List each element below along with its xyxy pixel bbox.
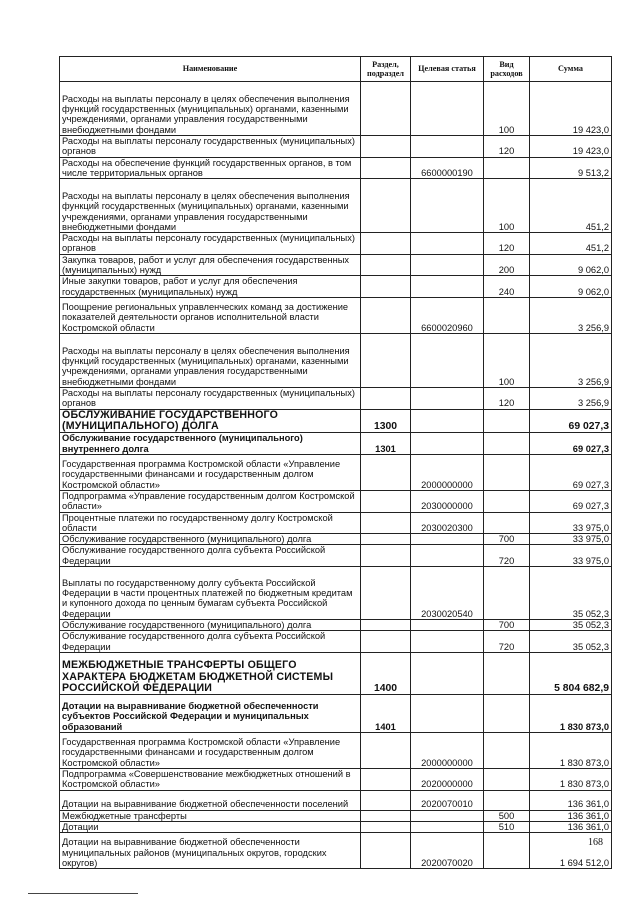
- row-section: [361, 833, 411, 869]
- row-name: Обслуживание государственного долга субъекта Российской Федерации: [60, 631, 361, 653]
- table-row: [60, 821, 612, 832]
- row-name: Обслуживание государственного (муниципального) внутреннего долга: [60, 432, 361, 454]
- table-row: [60, 157, 612, 179]
- row-expense-type: 720: [484, 631, 530, 653]
- row-target-code: [411, 432, 484, 454]
- row-expense-type: 120: [484, 233, 530, 255]
- budget-table: [59, 56, 612, 869]
- row-sum: 33 975,0: [530, 545, 612, 567]
- row-target-code: 2030020540: [411, 567, 484, 620]
- table-row: [60, 694, 612, 732]
- row-name: Обслуживание государственного (муниципального) долга: [60, 534, 361, 545]
- row-expense-type: [484, 652, 530, 694]
- row-expense-type: 700: [484, 534, 530, 545]
- table-row: [60, 409, 612, 432]
- table-body: [60, 82, 612, 869]
- table-row: [60, 512, 612, 534]
- row-sum: 1 694 512,0: [530, 833, 612, 869]
- row-sum: 136 361,0: [530, 790, 612, 810]
- row-name: Выплаты по государственному долгу субъекта Российской Федерации в части процентных платежей по бюджетным кредитам и купонного дохода по ценным бумагам субъекта Российской Федерации: [60, 567, 361, 620]
- row-section: [361, 157, 411, 179]
- row-expense-type: 200: [484, 254, 530, 276]
- row-expense-type: 120: [484, 387, 530, 409]
- row-section: [361, 534, 411, 545]
- table-row: [60, 233, 612, 255]
- row-section: [361, 254, 411, 276]
- row-sum: 1 830 873,0: [530, 768, 612, 790]
- row-expense-type: 100: [484, 82, 530, 136]
- row-name: Поощрение региональных управленческих команд за достижение показателей деятельности органов исполнительной власти Костромской области: [60, 297, 361, 333]
- row-target-code: 2000000000: [411, 732, 484, 768]
- row-name: Подпрограмма «Совершенствование межбюджетных отношений в Костромской области»: [60, 768, 361, 790]
- row-sum: 69 027,3: [530, 409, 612, 432]
- row-section: [361, 631, 411, 653]
- row-section: [361, 297, 411, 333]
- table-row: [60, 810, 612, 821]
- row-section: [361, 136, 411, 158]
- table-row: [60, 620, 612, 631]
- row-expense-type: [484, 768, 530, 790]
- row-name: Обслуживание государственного долга субъекта Российской Федерации: [60, 545, 361, 567]
- row-section: [361, 179, 411, 233]
- row-name: Межбюджетные трансферты: [60, 810, 361, 821]
- row-sum: 451,2: [530, 179, 612, 233]
- row-name: Иные закупки товаров, работ и услуг для обеспечения государственных (муниципальных) нужд: [60, 276, 361, 298]
- row-sum: 3 256,9: [530, 297, 612, 333]
- row-sum: 9 062,0: [530, 254, 612, 276]
- table-row: [60, 631, 612, 653]
- row-target-code: [411, 333, 484, 387]
- row-target-code: [411, 631, 484, 653]
- row-section: [361, 512, 411, 534]
- row-section: [361, 545, 411, 567]
- row-sum: 3 256,9: [530, 387, 612, 409]
- row-expense-type: [484, 567, 530, 620]
- row-target-code: [411, 810, 484, 821]
- row-name: Расходы на обеспечение функций государственных органов, в том числе территориальных органов: [60, 157, 361, 179]
- table-row: [60, 768, 612, 790]
- row-section: [361, 620, 411, 631]
- row-sum: 35 052,3: [530, 620, 612, 631]
- row-name: Закупка товаров, работ и услуг для обеспечения государственных (муниципальных) нужд: [60, 254, 361, 276]
- header-sum: Сумма: [530, 57, 612, 82]
- row-name: ОБСЛУЖИВАНИЕ ГОСУДАРСТВЕННОГО (МУНИЦИПАЛЬНОГО) ДОЛГА: [60, 409, 361, 432]
- row-name: МЕЖБЮДЖЕТНЫЕ ТРАНСФЕРТЫ ОБЩЕГО ХАРАКТЕРА БЮДЖЕТАМ БЮДЖЕТНОЙ СИСТЕМЫ РОССИЙСКОЙ ФЕДЕРАЦИИ: [60, 652, 361, 694]
- row-section: 1300: [361, 409, 411, 432]
- row-section: 1301: [361, 432, 411, 454]
- row-sum: 33 975,0: [530, 534, 612, 545]
- row-section: [361, 233, 411, 255]
- row-expense-type: 500: [484, 810, 530, 821]
- row-name: Обслуживание государственного (муниципального) долга: [60, 620, 361, 631]
- table-header-row: [60, 57, 612, 82]
- row-name: Дотации на выравнивание бюджетной обеспеченности поселений: [60, 790, 361, 810]
- row-expense-type: 510: [484, 821, 530, 832]
- row-name: Дотации на выравнивание бюджетной обеспеченности субъектов Российской Федерации и муниципальных образований: [60, 694, 361, 732]
- table-row: [60, 534, 612, 545]
- table-row: [60, 432, 612, 454]
- row-name: Дотации на выравнивание бюджетной обеспеченности муниципальных районов (муниципальных округов, городских округов): [60, 833, 361, 869]
- row-sum: 19 423,0: [530, 82, 612, 136]
- row-target-code: [411, 136, 484, 158]
- row-expense-type: 100: [484, 333, 530, 387]
- header-target: Целевая статья: [411, 57, 484, 82]
- row-sum: 136 361,0: [530, 810, 612, 821]
- row-sum: 35 052,3: [530, 567, 612, 620]
- row-expense-type: 120: [484, 136, 530, 158]
- row-sum: 69 027,3: [530, 432, 612, 454]
- row-expense-type: [484, 454, 530, 490]
- row-target-code: [411, 254, 484, 276]
- row-name: Дотации: [60, 821, 361, 832]
- row-sum: 35 052,3: [530, 631, 612, 653]
- row-sum: 9 513,2: [530, 157, 612, 179]
- row-target-code: [411, 82, 484, 136]
- row-name: Расходы на выплаты персоналу государственных (муниципальных) органов: [60, 136, 361, 158]
- table-row: [60, 333, 612, 387]
- row-sum: 69 027,3: [530, 454, 612, 490]
- row-target-code: [411, 233, 484, 255]
- row-sum: 19 423,0: [530, 136, 612, 158]
- table-row: [60, 833, 612, 869]
- row-name: Процентные платежи по государственному долгу Костромской области: [60, 512, 361, 534]
- row-sum: 3 256,9: [530, 333, 612, 387]
- table-row: [60, 454, 612, 490]
- row-name: Государственная программа Костромской области «Управление государственными финансами и государственным долгом Костромской области»: [60, 454, 361, 490]
- table-row: [60, 297, 612, 333]
- row-target-code: [411, 694, 484, 732]
- row-sum: 69 027,3: [530, 490, 612, 512]
- row-expense-type: [484, 694, 530, 732]
- table-row: [60, 276, 612, 298]
- row-target-code: 2020000000: [411, 768, 484, 790]
- row-expense-type: [484, 833, 530, 869]
- row-target-code: [411, 821, 484, 832]
- table-row: [60, 652, 612, 694]
- row-target-code: [411, 409, 484, 432]
- table-row: [60, 732, 612, 768]
- row-target-code: 2000000000: [411, 454, 484, 490]
- row-section: [361, 768, 411, 790]
- row-target-code: [411, 387, 484, 409]
- table-row: [60, 490, 612, 512]
- row-target-code: [411, 534, 484, 545]
- row-expense-type: [484, 732, 530, 768]
- row-section: [361, 732, 411, 768]
- table-row: [60, 179, 612, 233]
- row-sum: 451,2: [530, 233, 612, 255]
- row-expense-type: 100: [484, 179, 530, 233]
- row-section: [361, 333, 411, 387]
- row-sum: 1 830 873,0: [530, 694, 612, 732]
- row-target-code: [411, 620, 484, 631]
- row-section: [361, 810, 411, 821]
- row-target-code: 2030000000: [411, 490, 484, 512]
- row-expense-type: [484, 512, 530, 534]
- row-sum: 5 804 682,9: [530, 652, 612, 694]
- row-expense-type: 700: [484, 620, 530, 631]
- page-number: 168: [588, 837, 603, 848]
- header-section: Раздел, подраздел: [361, 57, 411, 82]
- row-section: [361, 790, 411, 810]
- row-section: 1400: [361, 652, 411, 694]
- row-target-code: 6600000190: [411, 157, 484, 179]
- row-section: [361, 490, 411, 512]
- row-target-code: [411, 276, 484, 298]
- row-name: Расходы на выплаты персоналу в целях обеспечения выполнения функций государственных (муниципальных) органами, казенными учреждениями, органами управления государственными внебюджетными фондами: [60, 179, 361, 233]
- row-name: Расходы на выплаты персоналу государственных (муниципальных) органов: [60, 233, 361, 255]
- row-sum: 1 830 873,0: [530, 732, 612, 768]
- row-expense-type: 240: [484, 276, 530, 298]
- row-name: Подпрограмма «Управление государственным долгом Костромской области»: [60, 490, 361, 512]
- row-name: Расходы на выплаты персоналу в целях обеспечения выполнения функций государственных (муниципальных) органами, казенными учреждениями, органами управления государственными внебюджетными фондами: [60, 82, 361, 136]
- row-expense-type: [484, 297, 530, 333]
- table-row: [60, 387, 612, 409]
- table-row: [60, 567, 612, 620]
- row-target-code: [411, 179, 484, 233]
- row-expense-type: [484, 409, 530, 432]
- table-row: [60, 136, 612, 158]
- row-target-code: 2020070010: [411, 790, 484, 810]
- row-sum: 136 361,0: [530, 821, 612, 832]
- row-section: [361, 276, 411, 298]
- table-row: [60, 254, 612, 276]
- row-target-code: [411, 652, 484, 694]
- row-expense-type: 720: [484, 545, 530, 567]
- header-name: Наименование: [60, 57, 361, 82]
- row-section: [361, 82, 411, 136]
- footnote-divider: [28, 893, 138, 894]
- table-row: [60, 790, 612, 810]
- table-row: [60, 82, 612, 136]
- row-name: Государственная программа Костромской области «Управление государственными финансами и государственным долгом Костромской области»: [60, 732, 361, 768]
- row-section: [361, 454, 411, 490]
- row-section: 1401: [361, 694, 411, 732]
- row-expense-type: [484, 490, 530, 512]
- row-target-code: 2030020300: [411, 512, 484, 534]
- row-section: [361, 821, 411, 832]
- row-name: Расходы на выплаты персоналу в целях обеспечения выполнения функций государственных (муниципальных) органами, казенными учреждениями, органами управления государственными внебюджетными фондами: [60, 333, 361, 387]
- row-target-code: [411, 545, 484, 567]
- table-row: [60, 545, 612, 567]
- row-target-code: 6600020960: [411, 297, 484, 333]
- header-type: Вид расходов: [484, 57, 530, 82]
- row-expense-type: [484, 157, 530, 179]
- row-section: [361, 567, 411, 620]
- row-target-code: 2020070020: [411, 833, 484, 869]
- row-expense-type: [484, 432, 530, 454]
- row-sum: 9 062,0: [530, 276, 612, 298]
- row-sum: 33 975,0: [530, 512, 612, 534]
- row-name: Расходы на выплаты персоналу государственных (муниципальных) органов: [60, 387, 361, 409]
- row-section: [361, 387, 411, 409]
- row-expense-type: [484, 790, 530, 810]
